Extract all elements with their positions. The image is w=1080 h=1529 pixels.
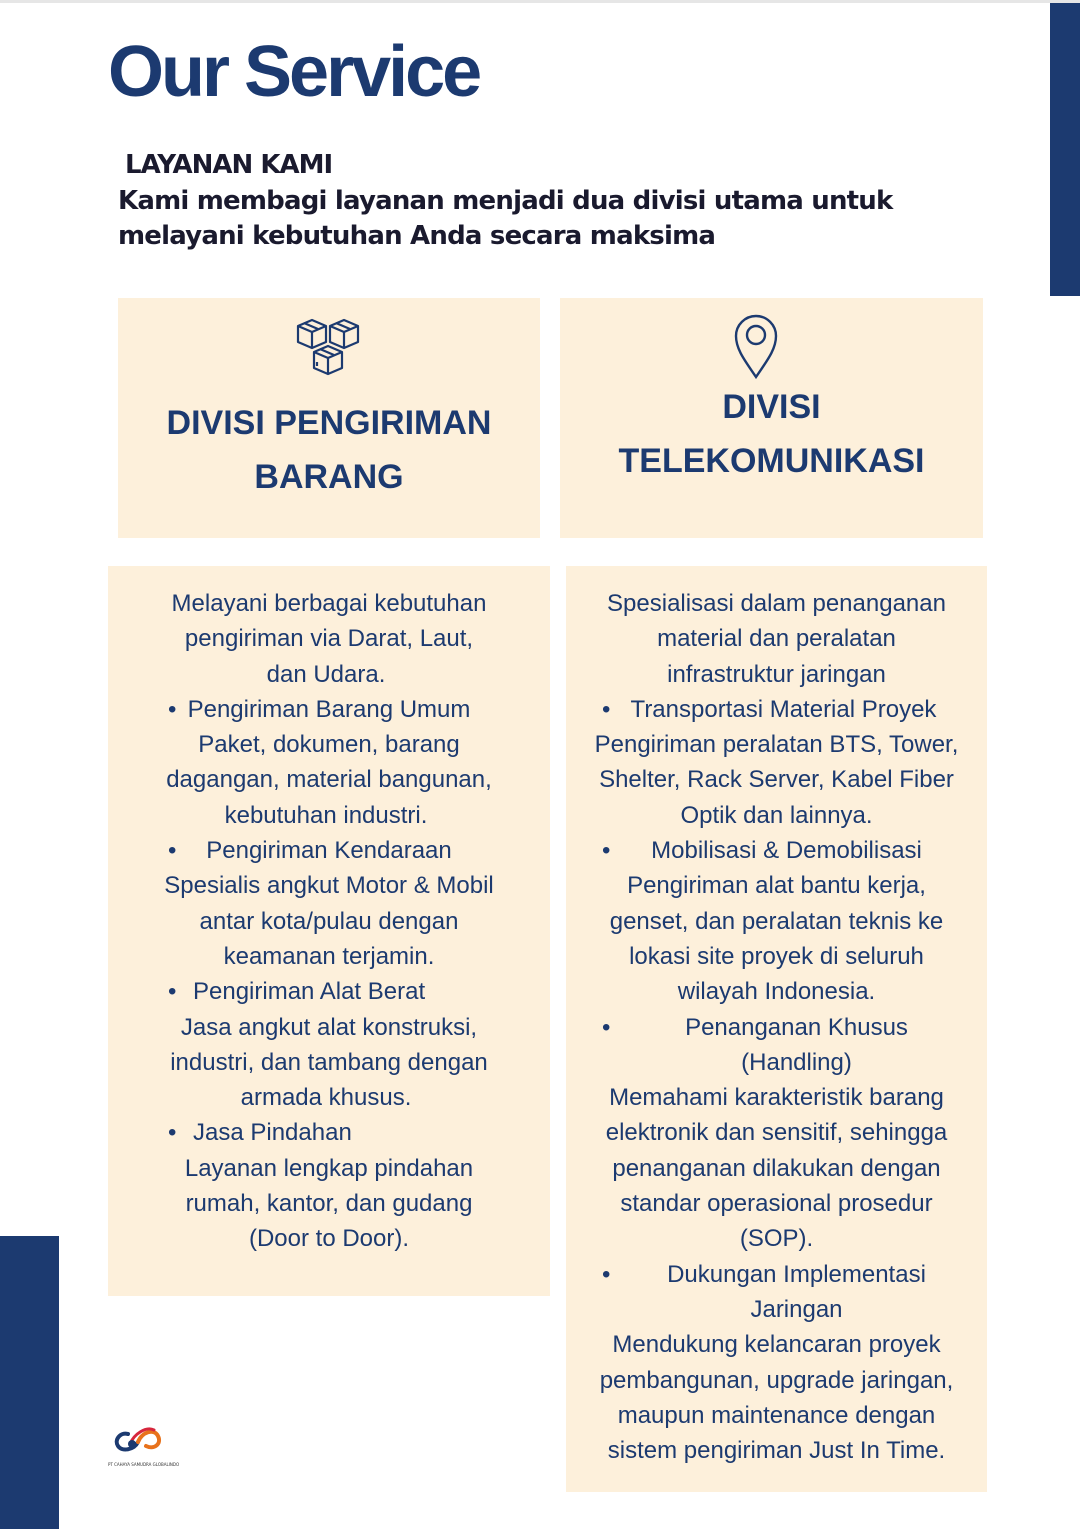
location-pin-icon: [734, 314, 778, 380]
division-title-line: BARANG: [254, 458, 404, 496]
accent-bar-bottom-left: [0, 1236, 59, 1529]
intro-text: [118, 184, 908, 254]
detail-line: (SOP).: [739, 1225, 814, 1253]
company-name: PT CAHAYA SAMUDRA GLOBALINDO: [108, 1462, 180, 1467]
bullet-heading: Transportasi Material Proyek: [630, 695, 937, 723]
page-title: Our Service: [108, 32, 480, 112]
intro-line: Kami membagi layanan menjadi dua divisi utama untuk: [118, 186, 893, 216]
detail-line: Jaringan: [750, 1295, 843, 1323]
bullet-dot: •: [168, 695, 177, 723]
detail-line: infrastruktur jaringan: [667, 660, 886, 688]
detail-line: maupun maintenance dengan: [617, 1401, 936, 1429]
bullet-dot: •: [602, 695, 611, 723]
detail-line: lokasi site proyek di seluruh: [629, 942, 924, 970]
division-title: [118, 396, 540, 504]
division-title-line: DIVISI PENGIRIMAN: [166, 404, 492, 442]
bullet-heading: Pengiriman Barang Umum: [187, 695, 471, 723]
division-card-shipping: [118, 298, 540, 538]
detail-line: Memahami karakteristik barang: [609, 1084, 944, 1112]
detail-line: Spesialisasi dalam penanganan: [607, 590, 946, 617]
bullet-heading: Pengiriman Kendaraan: [206, 837, 452, 865]
detail-line: penanganan dilakukan dengan: [612, 1154, 941, 1182]
division-details-text: [108, 586, 550, 1257]
bullet-item: [566, 692, 987, 727]
detail-line: antar kota/pulau dengan: [199, 907, 459, 935]
bullet-heading: Dukungan Implementasi: [667, 1260, 926, 1288]
detail-line: Optik dan lainnya.: [680, 801, 873, 829]
division-details-shipping: [108, 566, 550, 1296]
detail-line: kebutuhan industri.: [224, 801, 428, 829]
detail-line: dan Udara.: [266, 660, 386, 688]
division-title-line: TELEKOMUNIKASI: [618, 442, 925, 480]
division-title-line: DIVISI: [722, 388, 821, 426]
detail-line: Pengiriman alat bantu kerja,: [627, 872, 926, 900]
division-title: [560, 380, 983, 488]
detail-line: Jasa angkut alat konstruksi,: [180, 1013, 478, 1041]
bullet-item: [108, 833, 550, 868]
bullet-dot: •: [602, 837, 611, 865]
company-logo-icon: [108, 1420, 168, 1460]
detail-line: Spesialis angkut Motor & Mobil: [164, 872, 494, 900]
detail-line: pembangunan, upgrade jaringan,: [599, 1366, 954, 1394]
bullet-item: [108, 1115, 550, 1150]
detail-line: standar operasional prosedur: [620, 1190, 933, 1218]
bullet-dot: •: [602, 1013, 611, 1041]
bullet-item: [108, 692, 550, 727]
bullet-dot: •: [168, 978, 177, 1006]
bullet-heading: Mobilisasi & Demobilisasi: [651, 837, 922, 865]
bullet-item: [566, 1257, 987, 1292]
division-card-telecom: [560, 298, 983, 538]
division-details-telecom: [566, 566, 987, 1492]
detail-line: keamanan terjamin.: [223, 942, 435, 970]
top-divider: [0, 0, 1080, 3]
detail-line: (Handling): [741, 1048, 852, 1076]
detail-line: industri, dan tambang dengan: [170, 1048, 488, 1076]
division-details-text: [566, 586, 987, 1468]
boxes-icon: [294, 316, 364, 386]
detail-line: Shelter, Rack Server, Kabel Fiber: [599, 766, 954, 794]
bullet-item: [566, 1010, 987, 1045]
accent-bar-top-right: [1050, 3, 1080, 296]
company-logo: [108, 1420, 180, 1470]
page-subtitle: LAYANAN KAMI: [125, 150, 333, 180]
detail-line: genset, dan peralatan teknis ke: [609, 907, 944, 935]
bullet-heading: Pengiriman Alat Berat: [193, 978, 426, 1006]
bullet-heading: Jasa Pindahan: [193, 1119, 352, 1147]
intro-line: melayani kebutuhan Anda secara maksima: [118, 221, 716, 251]
detail-line: Mendukung kelancaran proyek: [612, 1331, 941, 1359]
detail-line: sistem pengiriman Just In Time.: [607, 1437, 946, 1465]
bullet-dot: •: [602, 1260, 611, 1288]
detail-line: wilayah Indonesia.: [677, 978, 876, 1006]
detail-line: Paket, dokumen, barang: [198, 731, 460, 759]
detail-line: dagangan, material bangunan,: [166, 766, 492, 794]
bullet-item: [108, 974, 550, 1009]
detail-line: material dan peralatan: [657, 625, 896, 653]
detail-line: elektronik dan sensitif, sehingga: [605, 1119, 948, 1147]
detail-line: Layanan lengkap pindahan: [184, 1154, 474, 1182]
bullet-item: [566, 833, 987, 868]
detail-line: armada khusus.: [240, 1084, 412, 1112]
bullet-dot: •: [168, 837, 177, 865]
detail-line: pengiriman via Darat, Laut,: [184, 625, 474, 653]
bullet-dot: •: [168, 1119, 177, 1147]
detail-line: (Door to Door).: [248, 1225, 410, 1253]
detail-line: rumah, kantor, dan gudang: [185, 1190, 473, 1218]
detail-line: Pengiriman peralatan BTS, Tower,: [594, 731, 959, 759]
bullet-heading: Penanganan Khusus: [685, 1013, 908, 1041]
detail-line: Melayani berbagai kebutuhan: [171, 590, 487, 617]
